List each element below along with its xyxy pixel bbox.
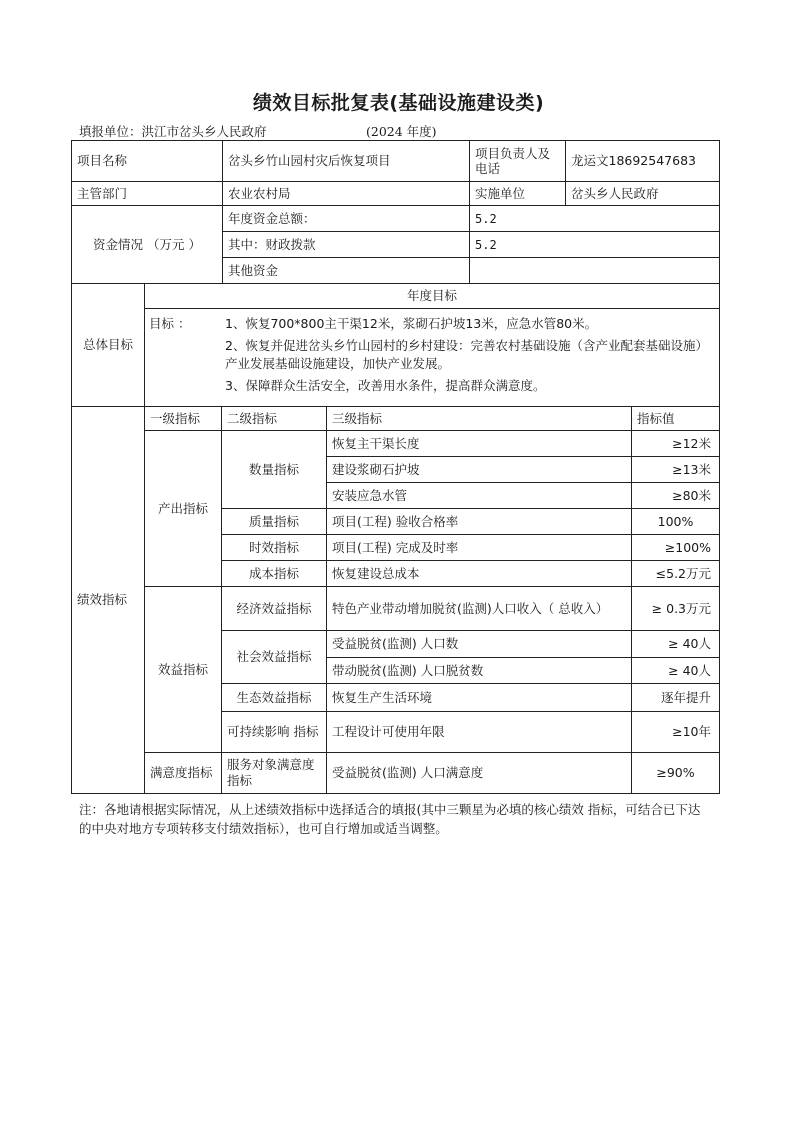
reporting-unit: 填报单位：洪江市岔头乡人民政府 bbox=[79, 124, 267, 139]
time-indicator-label: 时效指标 bbox=[221, 534, 327, 561]
quantity-item-1-value: ≥12米 bbox=[631, 430, 720, 457]
service-satisfaction-label: 服务对象满意度指标 bbox=[221, 752, 327, 794]
footnote: 注：各地请根据实际情况，从上述绩效指标中选择适合的填报(其中三颗星为必填的核心绩效 指标，可结合已下达的中央对地方专项转移支付绩效指标），也可自行增加或适当调整。 bbox=[79, 802, 701, 836]
impl-label: 实施单位 bbox=[469, 181, 566, 206]
col-level2: 二级指标 bbox=[221, 406, 327, 431]
page-title: 绩效目标批复表(基础设施建设类) bbox=[252, 92, 545, 114]
goals-header: 年度目标 bbox=[144, 283, 720, 309]
col-level1: 一级指标 bbox=[144, 406, 222, 431]
satisfaction-item: 受益脱贫(监测) 人口满意度 bbox=[326, 752, 632, 794]
satisfaction-indicator-label: 满意度指标 bbox=[144, 752, 222, 794]
report-year: (2024 年度) bbox=[366, 124, 437, 139]
sustain-item: 工程设计可使用年限 bbox=[326, 711, 632, 753]
social-item-2: 带动脱贫(监测) 人口脱贫数 bbox=[326, 657, 632, 684]
quantity-item-3: 安装应急水管 bbox=[326, 482, 632, 509]
ecology-item-value: 逐年提升 bbox=[631, 683, 720, 712]
funds-finance-label: 其中：财政拨款 bbox=[222, 231, 470, 258]
col-level3: 三级指标 bbox=[326, 406, 632, 431]
benefit-indicator-label: 效益指标 bbox=[144, 586, 222, 753]
project-name-value: 岔头乡竹山园村灾后恢复项目 bbox=[222, 140, 470, 182]
quantity-item-3-value: ≥80米 bbox=[631, 482, 720, 509]
ecology-indicator-label: 生态效益指标 bbox=[221, 683, 327, 712]
quantity-item-2: 建设浆砌石护坡 bbox=[326, 456, 632, 483]
contact-label: 项目负责人及电话 bbox=[469, 140, 566, 182]
satisfaction-item-value: ≥90% bbox=[631, 752, 720, 794]
funds-finance-value: 5.2 bbox=[469, 231, 720, 258]
goals-label: 总体目标 bbox=[71, 283, 145, 407]
social-item-1-value: ≥ 40人 bbox=[631, 630, 720, 658]
goals-content bbox=[144, 308, 720, 407]
funds-total-label: 年度资金总额： bbox=[222, 205, 470, 232]
funds-label: 资金情况 （万元 ） bbox=[71, 205, 223, 284]
cost-item: 恢复建设总成本 bbox=[326, 560, 632, 587]
social-item-1: 受益脱贫(监测) 人口数 bbox=[326, 630, 632, 658]
social-item-2-value: ≥ 40人 bbox=[631, 657, 720, 684]
economic-indicator-label: 经济效益指标 bbox=[221, 586, 327, 631]
funds-other-label: 其他资金 bbox=[222, 257, 470, 284]
quality-indicator-label: 质量指标 bbox=[221, 508, 327, 535]
impl-value: 岔头乡人民政府 bbox=[565, 181, 720, 206]
quality-item: 项目(工程) 验收合格率 bbox=[326, 508, 632, 535]
output-indicator-label: 产出指标 bbox=[144, 430, 222, 587]
quantity-item-2-value: ≥13米 bbox=[631, 456, 720, 483]
goal-item-1: 1、恢复700*800主干渠12米，浆砌石护坡13米，应急水管80米。 bbox=[225, 316, 598, 331]
contact-value: 龙运文18692547683 bbox=[565, 140, 720, 182]
funds-total-value: 5.2 bbox=[469, 205, 720, 232]
cost-item-value: ≤5.2万元 bbox=[631, 560, 720, 587]
dept-label: 主管部门 bbox=[71, 181, 223, 206]
cost-indicator-label: 成本指标 bbox=[221, 560, 327, 587]
social-indicator-label: 社会效益指标 bbox=[221, 630, 327, 684]
funds-other-value bbox=[469, 257, 720, 284]
goals-target-label: 目标 ： bbox=[149, 316, 191, 331]
dept-value: 农业农村局 bbox=[222, 181, 470, 206]
sustain-item-value: ≥10年 bbox=[631, 711, 720, 753]
economic-item: 特色产业带动增加脱贫(监测)人口收入（ 总收入） bbox=[326, 586, 632, 631]
col-value: 指标值 bbox=[631, 406, 720, 431]
ecology-item: 恢复生产生活环境 bbox=[326, 683, 632, 712]
time-item-value: ≥100% bbox=[631, 534, 720, 561]
goal-item-2: 2、恢复并促进岔头乡竹山园村的乡村建设：完善农村基础设施（含产业配套基础设施）产业发展基础设施建设，加快产业发展。 bbox=[225, 338, 708, 371]
project-name-label: 项目名称 bbox=[71, 140, 223, 182]
quality-item-value: 100% bbox=[631, 508, 720, 535]
quantity-item-1: 恢复主干渠长度 bbox=[326, 430, 632, 457]
perf-label: 绩效指标 bbox=[71, 406, 145, 794]
quantity-indicator-label: 数量指标 bbox=[221, 430, 327, 509]
economic-item-value: ≥ 0.3万元 bbox=[631, 586, 720, 631]
goal-item-3: 3、保障群众生活安全，改善用水条件，提高群众满意度。 bbox=[225, 378, 546, 393]
time-item: 项目(工程) 完成及时率 bbox=[326, 534, 632, 561]
sustain-indicator-label: 可持续影响 指标 bbox=[221, 711, 327, 753]
